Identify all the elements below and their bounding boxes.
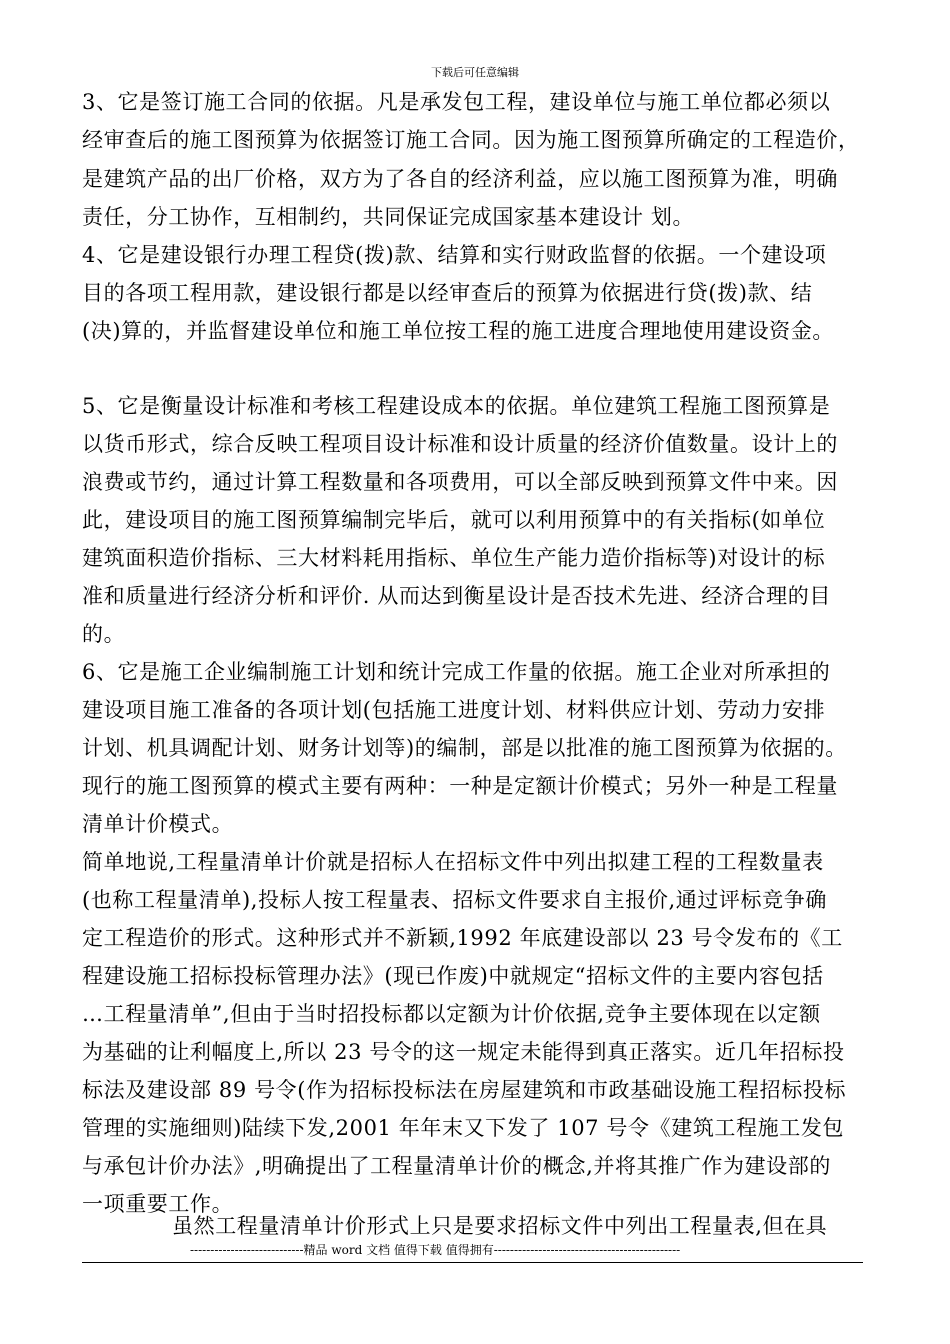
text-line: 的。: [82, 622, 126, 646]
text-line: 4、它是建设银行办理工程贷(拨)款、结算和实行财政监督的依据。一个建设项: [82, 243, 827, 267]
page-header: 下载后可任意编辑: [431, 66, 519, 79]
text-line: 为基础的让利幅度上,所以 23 号令的这一规定未能得到真正落实。近几年招标投: [82, 1040, 845, 1064]
text-line: 定工程造价的形式。这种形式并不新颖,1992 年底建设部以 23 号令发布的《工: [82, 926, 843, 950]
text-line: 5、它是衡量设计标准和考核工程建设成本的依据。单位建筑工程施工图预算是: [82, 394, 831, 418]
page-footer: ----------------------------精品 word 文档 值得下载 值得拥有----------------------------------------------: [190, 1243, 681, 1257]
text-line: 程建设施工招标投标管理办法》(现已作废)中就规定“招标文件的主要内容包括: [82, 964, 824, 988]
text-line: …工程量清单”,但由于当时招投标都以定额为计价依据,竞争主要体现在以定额: [82, 1002, 821, 1026]
text-line: 虽然工程量清单计价形式上只是要求招标文件中列出工程量表,但在具: [172, 1214, 828, 1238]
footer-divider: [82, 1262, 863, 1263]
text-line: 以货币形式，综合反映工程项目设计标准和设计质量的经济价值数量。设计上的: [82, 432, 838, 456]
text-line: 简单地说,工程量清单计价就是招标人在招标文件中列出拟建工程的工程数量表: [82, 850, 824, 874]
text-line: 浪费或节约，通过计算工程数量和各项费用，可以全部反映到预算文件中来。因: [82, 470, 838, 494]
text-line: 一项重要工作。: [82, 1192, 234, 1216]
text-line: 与承包计价办法》,明确提出了工程量清单计价的概念,并将其推广作为建设部的: [82, 1154, 831, 1178]
text-line: 清单计价模式。: [82, 812, 234, 836]
text-line: 目的各项工程用款，建设银行都是以经审查后的预算为依据进行贷(拨)款、结: [82, 281, 813, 305]
text-line: 计划、机具调配计划、财务计划等)的编制，部是以批准的施工图预算为依据的。: [82, 736, 847, 760]
text-line: 标法及建设部 89 号令(作为招标投标法在房屋建筑和市政基础设施工程招标投标: [82, 1078, 847, 1102]
text-line: (决)算的，并监督建设单位和施工单位按工程的施工进度合理地使用建设资金。: [82, 319, 834, 343]
text-line: 责任，分工协作，互相制约，共同保证完成国家基本建设计 划。: [82, 205, 695, 229]
text-line: 是建筑产品的出厂价格，双方为了各自的经济利益，应以施工图预算为准，明确: [82, 167, 838, 191]
text-line: (也称工程量清单),投标人按工程量表、招标文件要求自主报价,通过评标竞争确: [82, 888, 827, 912]
text-line: 管理的实施细则)陆续下发,2001 年年末又下发了 107 号令《建筑工程施工发包: [82, 1116, 845, 1140]
text-line: 经审查后的施工图预算为依据签订施工合同。因为施工图预算所确定的工程造价，: [82, 128, 860, 152]
text-line: 此，建设项目的施工图预算编制完毕后，就可以利用预算中的有关指标(如单位: [82, 508, 826, 532]
text-line: 建筑面积造价指标、三大材料耗用指标、单位生产能力造价指标等)对设计的标: [82, 546, 826, 570]
text-line: 准和质量进行经济分析和评价. 从而达到衡星设计是否技术先进、经济合理的目: [82, 584, 831, 608]
text-line: 现行的施工图预算的模式主要有两种：一种是定额计价模式；另外一种是工程量: [82, 774, 838, 798]
text-line: 3、它是签订施工合同的依据。凡是承发包工程，建设单位与施工单位都必须以: [82, 90, 831, 114]
text-line: 6、它是施工企业编制施工计划和统计完成工作量的依据。施工企业对所承担的: [82, 660, 831, 684]
text-line: 建设项目施工准备的各项计划(包括施工进度计划、材料供应计划、劳动力安排: [82, 698, 826, 722]
